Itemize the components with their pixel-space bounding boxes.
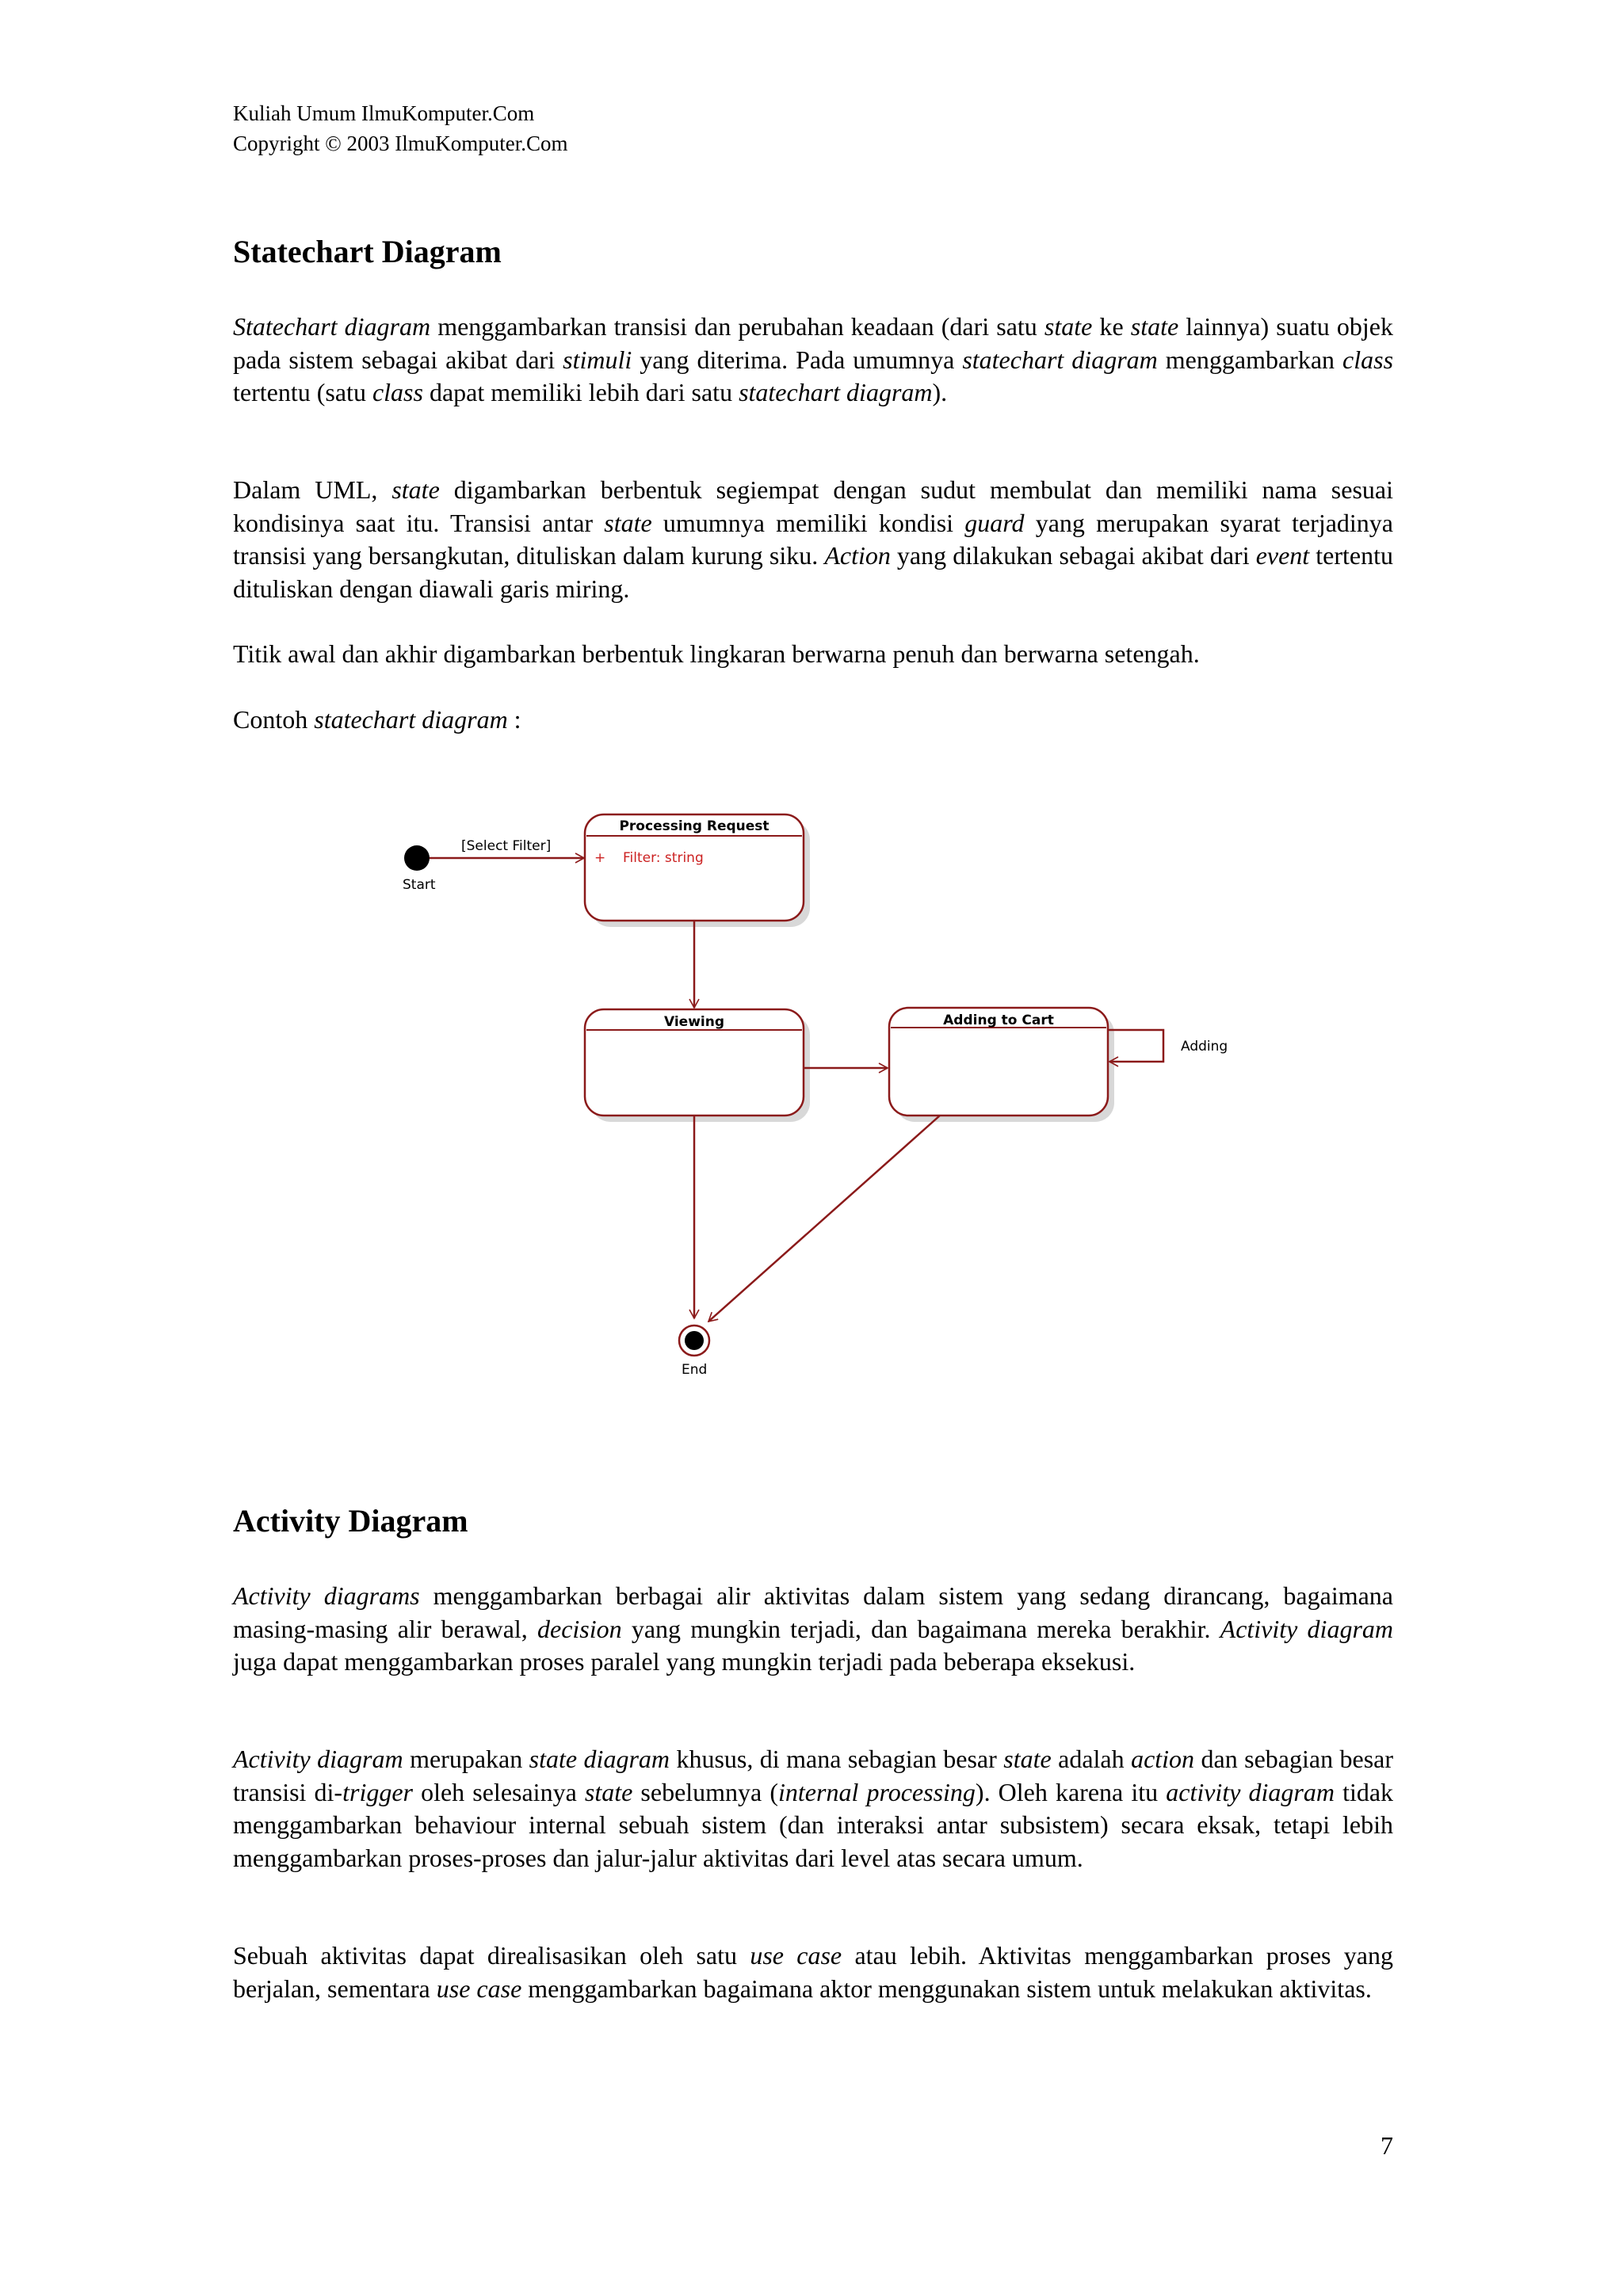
statechart-heading: Statechart Diagram <box>233 234 502 269</box>
page-header <box>233 98 568 158</box>
statechart-paragraph-1: Statechart diagram menggambarkan transisi dan perubahan keadaan (dari satu state ke state lainnya) suatu objek pada sistem sebagai akibat dari stimuli yang diterima. Pada umumnya statechart diagram menggambarkan class tertentu (satu class dapat memiliki lebih dari satu statechart diagram). <box>233 312 1394 406</box>
header-line-2: Copyright © 2003 IlmuKomputer.Com <box>233 132 568 155</box>
start-node <box>404 845 430 871</box>
header-line-1: Kuliah Umum IlmuKomputer.Com <box>233 101 535 125</box>
start-label: Start <box>403 877 436 893</box>
state-cart-title: Adding to Cart <box>943 1013 1054 1028</box>
statechart-paragraph-2: Dalam UML, state digambarkan berbentuk segiempat dengan sudut membulat dan memiliki nama sesuai kondisinya saat itu. Transisi antar state umumnya memiliki kondisi guard yang merupakan syarat terjadinya transisi yang bersangkutan, dituliskan dalam kurung siku. Action yang dilakukan sebagai akibat dari event tertentu dituliskan dengan diawali garis miring. <box>233 475 1394 603</box>
state-viewing-title: Viewing <box>663 1014 725 1030</box>
guard-label: [Select Filter] <box>461 838 552 854</box>
transition-cart-to-end <box>708 1116 940 1322</box>
end-node <box>685 1331 704 1350</box>
statechart-diagram <box>380 800 1252 1402</box>
self-transition-label: Adding <box>1181 1039 1228 1055</box>
transition-cart-self <box>1108 1030 1163 1062</box>
state-processing-title: Processing Request <box>619 818 769 834</box>
activity-heading: Activity Diagram <box>233 1503 468 1539</box>
state-processing-attr: Filter: string <box>623 850 704 866</box>
end-label: End <box>682 1362 708 1378</box>
statechart-paragraph-4: Contoh statechart diagram : <box>233 705 521 734</box>
activity-paragraph-2: Activity diagram merupakan state diagram khusus, di mana sebagian besar state adalah action dan sebagian besar transisi di-trigger oleh selesainya state sebelumnya (internal processing). Oleh karena itu activity diagram tidak menggambarkan behaviour internal sebuah sistem (dan interaksi antar subsistem) secara eksak, tetapi lebih menggambarkan proses-proses dan jalur-jalur aktivitas dari level atas secara umum. <box>233 1745 1394 1872</box>
page-number: 7 <box>1381 2131 1393 2160</box>
activity-paragraph-3: Sebuah aktivitas dapat direalisasikan oleh satu use case atau lebih. Aktivitas menggambarkan proses yang berjalan, sementara use case menggambarkan bagaimana aktor menggunakan sistem untuk melakukan aktivitas. <box>233 1941 1394 2003</box>
statechart-paragraph-3: Titik awal dan akhir digambarkan berbentuk lingkaran berwarna penuh dan berwarna setengah. <box>233 639 1200 668</box>
activity-paragraph-1: Activity diagrams menggambarkan berbagai alir aktivitas dalam sistem yang sedang dirancang, bagaimana masing-masing alir berawal, decision yang mungkin terjadi, dan bagaimana mereka berakhir. Activity diagram juga dapat menggambarkan proses paralel yang mungkin terjadi pada beberapa eksekusi. <box>233 1581 1394 1676</box>
state-processing-attr-marker: + <box>594 850 606 866</box>
